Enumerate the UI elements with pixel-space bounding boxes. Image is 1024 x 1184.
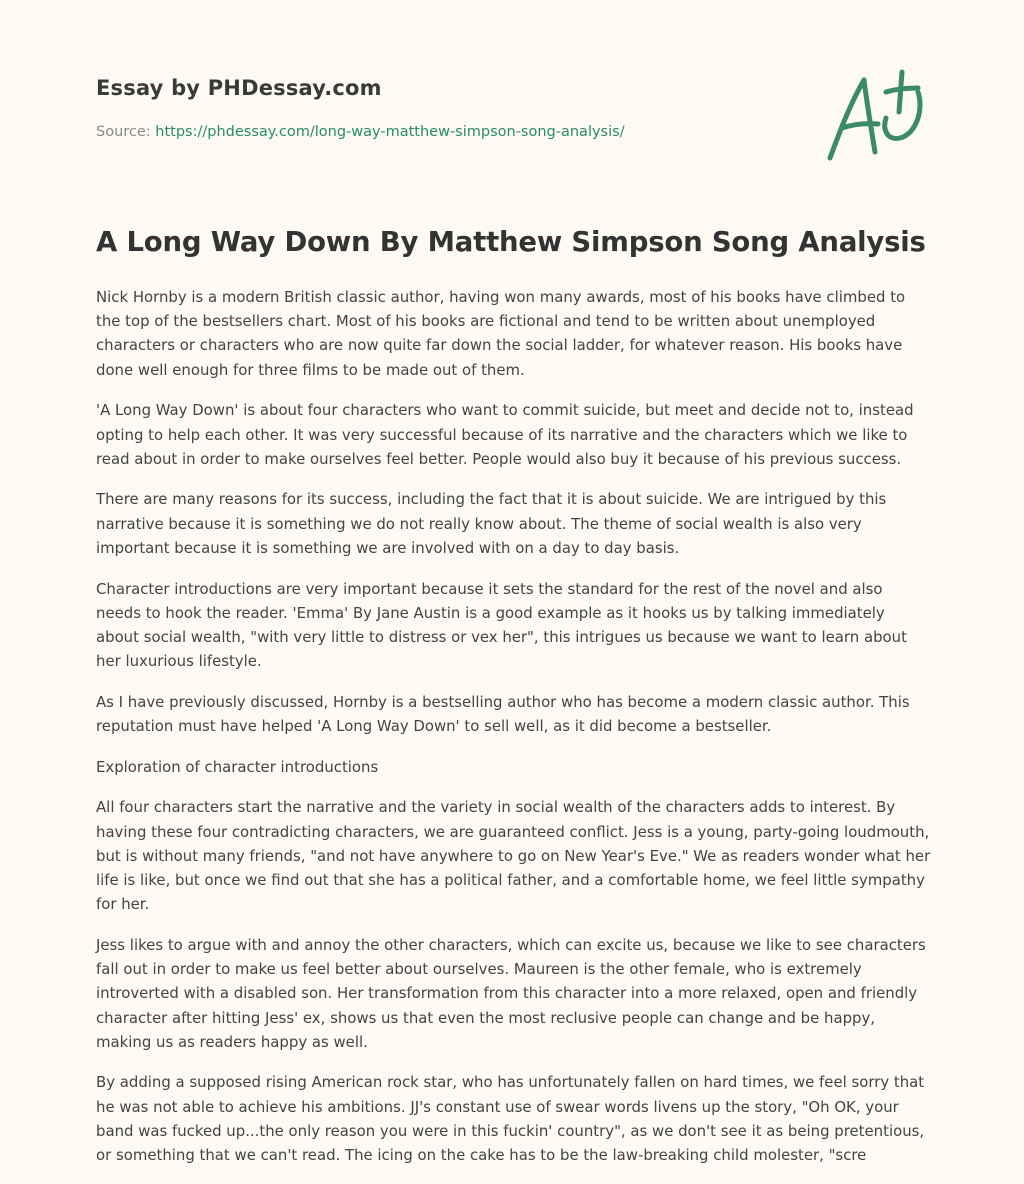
essay-title: A Long Way Down By Matthew Simpson Song Analysis — [96, 226, 926, 258]
source-label: Source: — [96, 124, 156, 140]
essay-body — [96, 285, 932, 1184]
paragraph: By adding a supposed rising American rock star, who has unfortunately fallen on hard times, we feel sorry that he was not able to achieve his ambitions. JJ's constant use of swear words livens up the story, "Oh OK, your band was fucked up...the only reason you were in this fuckin' country", as we don't see it as being pretentious, or something that we can't read. The icing on the cake has to be the law-breaking child molester, "scre — [96, 1073, 925, 1165]
source-line — [96, 124, 625, 140]
paragraph: Jess likes to argue with and annoy the other characters, which can excite us, because we like to see characters fall out in order to make us feel better about ourselves. Maureen is the other female, who is extremely introverted with a disabled son. Her transformation from this character into a more relaxed, open and friendly character after hitting Jess' ex, shows us that even the most reclusive people can change and be happy, making us as readers happy as well. — [96, 935, 926, 1051]
section-heading: Exploration of character introductions — [96, 757, 379, 776]
paragraph: 'A Long Way Down' is about four characters who want to commit suicide, but meet and decide not to, instead opting to help each other. It was very successful because of its narrative and the characters which we like to read about in order to make ourselves feel better. People would also buy it because of his previous success. — [96, 401, 914, 468]
paragraph: Character introductions are very important because it sets the standard for the rest of the novel and also needs to hook the reader. 'Emma' By Jane Austin is a good example as it hooks us by talking immediately about social wealth, "with very little to distress or vex her", this intrigues us because we want to learn about her luxurious lifestyle. — [96, 579, 907, 671]
site-title: Essay by PHDessay.com — [96, 76, 382, 100]
a-plus-logo — [820, 66, 930, 166]
source-link[interactable]: https://phdessay.com/long-way-matthew-simpson-song-analysis/ — [155, 124, 625, 140]
paragraph: There are many reasons for its success, including the fact that it is about suicide. We are intrigued by this narrative because it is something we do not really know about. The theme of social wealth is also very important because it is something we are involved with on a day to day basis. — [96, 490, 887, 557]
paragraph: Nick Hornby is a modern British classic author, having won many awards, most of his books have climbed to the top of the bestsellers chart. Most of his books are fictional and tend to be written about unemployed characters or characters who are now quite far down the social ladder, for whatever reason. His books have done well enough for three films to be made out of them. — [96, 288, 906, 379]
paragraph: As I have previously discussed, Hornby is a bestselling author who has become a modern classic author. This reputation must have helped 'A Long Way Down' to sell well, as it did become a bestseller. — [96, 692, 910, 736]
paragraph: All four characters start the narrative and the variety in social wealth of the characters adds to interest. By having these four contradicting characters, we are guaranteed conflict. Jess is a young, party-going loudmouth, but is without many friends, "and not have anywhere to go on New Year's Eve." We as readers wonder what her life is like, but once we find out that she has a political father, and a comfortable home, we feel little sympathy for her. — [96, 798, 931, 914]
